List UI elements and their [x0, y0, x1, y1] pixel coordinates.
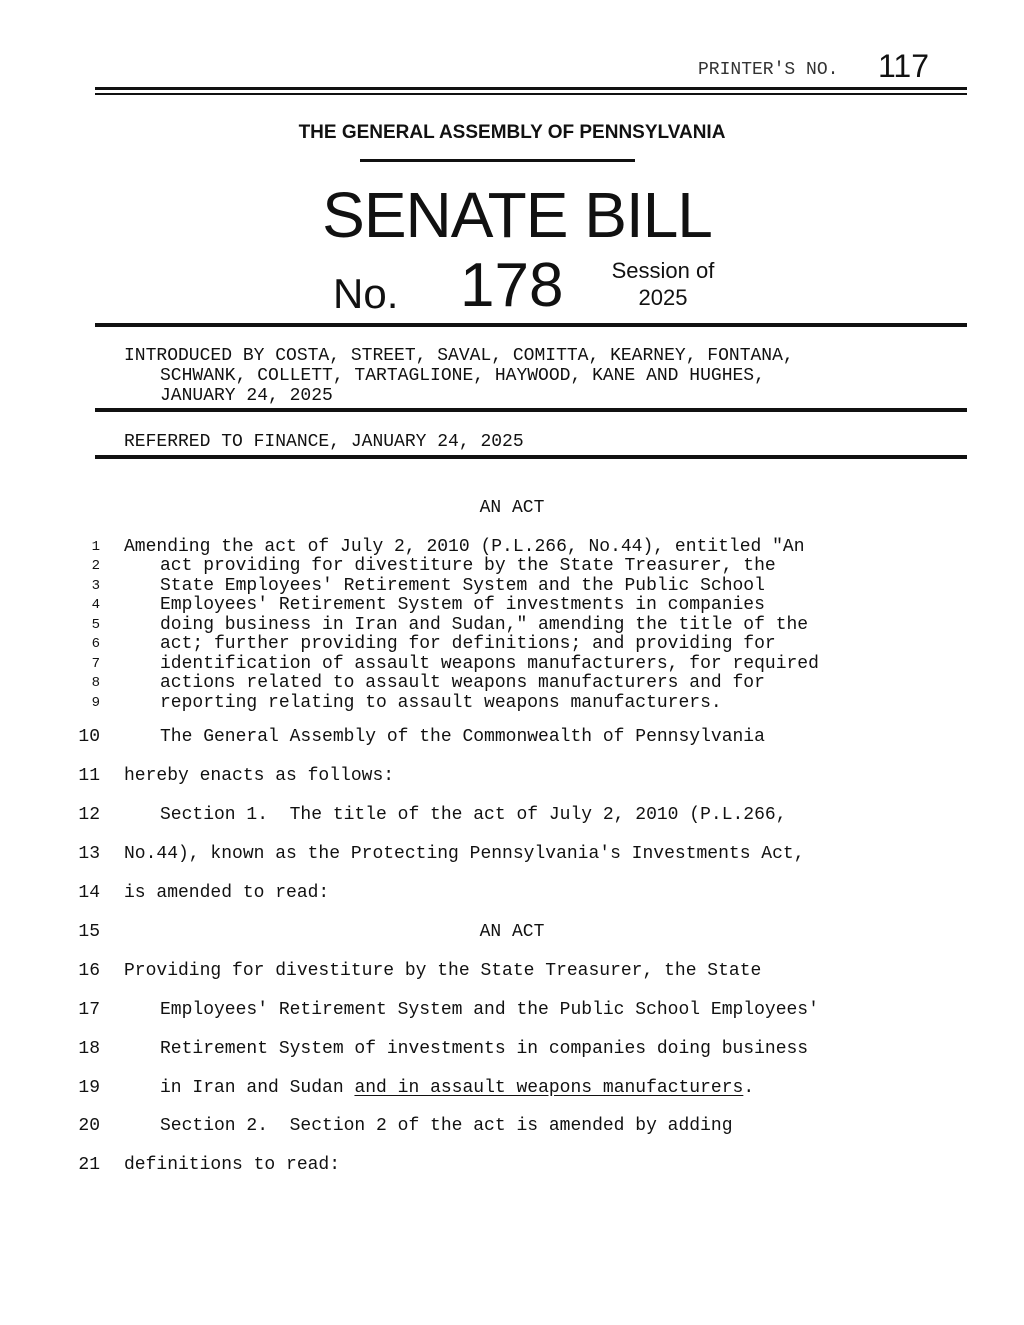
- section-rule: [95, 323, 967, 327]
- body-line: Providing for divestiture by the State Treasurer, the State: [124, 961, 762, 981]
- an-act-heading: AN ACT: [479, 498, 545, 518]
- body-line-text: in Iran and Sudan: [160, 1078, 344, 1098]
- bill-number: 178: [460, 251, 564, 320]
- line-number: 13: [78, 844, 100, 864]
- introduced-line-2: SCHWANK, COLLETT, TARTAGLIONE, HAYWOOD, KANE AND HUGHES,: [160, 366, 765, 386]
- title-line: identification of assault weapons manufacturers, for required: [160, 654, 819, 674]
- line-number: 17: [78, 1000, 100, 1020]
- line-number: 8: [91, 675, 100, 691]
- line-number: 4: [91, 597, 100, 613]
- line-number: 16: [78, 961, 100, 981]
- line-number: 20: [78, 1116, 100, 1136]
- session-label: Session of: [611, 258, 715, 283]
- line-number: 3: [91, 578, 100, 594]
- line-number: 10: [78, 727, 100, 747]
- body-line: Employees' Retirement System and the Public School Employees': [160, 1000, 819, 1020]
- line-number: 12: [78, 805, 100, 825]
- bill-type: SENATE BILL: [322, 179, 712, 251]
- body-line: definitions to read:: [124, 1155, 341, 1175]
- assembly-title: THE GENERAL ASSEMBLY OF PENNSYLVANIA: [298, 122, 726, 143]
- printers-no-value: 117: [878, 48, 930, 84]
- referred-line: REFERRED TO FINANCE, JANUARY 24, 2025: [124, 432, 524, 452]
- line-number: 11: [78, 766, 100, 786]
- line-number: 7: [91, 656, 100, 672]
- title-line: Amending the act of July 2, 2010 (P.L.266, No.44), entitled "An: [124, 537, 805, 557]
- body-line: No.44), known as the Protecting Pennsylvania's Investments Act,: [124, 844, 805, 864]
- line-number: 19: [78, 1078, 100, 1098]
- body-line: The General Assembly of the Commonwealth of Pennsylvania: [160, 727, 765, 747]
- line-number: 1: [91, 539, 100, 555]
- body-line-tail: .: [743, 1078, 755, 1098]
- title-underline: [360, 159, 635, 162]
- body-line: Retirement System of investments in companies doing business: [160, 1039, 809, 1059]
- inserted-text: and in assault weapons manufacturers: [354, 1078, 744, 1098]
- introduced-line-3: JANUARY 24, 2025: [160, 386, 333, 406]
- line-number: 6: [91, 636, 100, 652]
- introduced-line-1: INTRODUCED BY COSTA, STREET, SAVAL, COMITTA, KEARNEY, FONTANA,: [124, 346, 794, 366]
- title-line: State Employees' Retirement System and the Public School: [160, 576, 765, 596]
- line-number: 21: [78, 1155, 100, 1175]
- header-rule-thin: [95, 93, 967, 95]
- session-year: 2025: [638, 285, 688, 310]
- title-line: reporting relating to assault weapons manufacturers.: [160, 693, 722, 713]
- title-line: act providing for divestiture by the State Treasurer, the: [160, 556, 776, 576]
- body-line: hereby enacts as follows:: [124, 766, 395, 786]
- title-line: Employees' Retirement System of investments in companies: [160, 595, 765, 615]
- an-act-heading-inner: AN ACT: [479, 922, 545, 942]
- header-rule-thick: [95, 87, 967, 90]
- body-line-amended: [160, 1078, 754, 1098]
- body-line: Section 2. Section 2 of the act is amended by adding: [160, 1116, 733, 1136]
- section-rule: [95, 455, 967, 459]
- bill-no-label: No.: [333, 270, 399, 317]
- title-line: actions related to assault weapons manufacturers and for: [160, 673, 765, 693]
- body-line: is amended to read:: [124, 883, 330, 903]
- body-line: Section 1. The title of the act of July 2, 2010 (P.L.266,: [160, 805, 787, 825]
- line-number: 9: [91, 695, 100, 711]
- section-rule: [95, 408, 967, 412]
- title-line: act; further providing for definitions; and providing for: [160, 634, 776, 654]
- line-number: 14: [78, 883, 100, 903]
- line-number: 2: [91, 558, 100, 574]
- line-number: 15: [78, 922, 100, 942]
- printers-no-label: PRINTER'S NO.: [698, 60, 839, 80]
- line-number: 5: [91, 617, 100, 633]
- line-number: 18: [78, 1039, 100, 1059]
- title-line: doing business in Iran and Sudan," amending the title of the: [160, 615, 809, 635]
